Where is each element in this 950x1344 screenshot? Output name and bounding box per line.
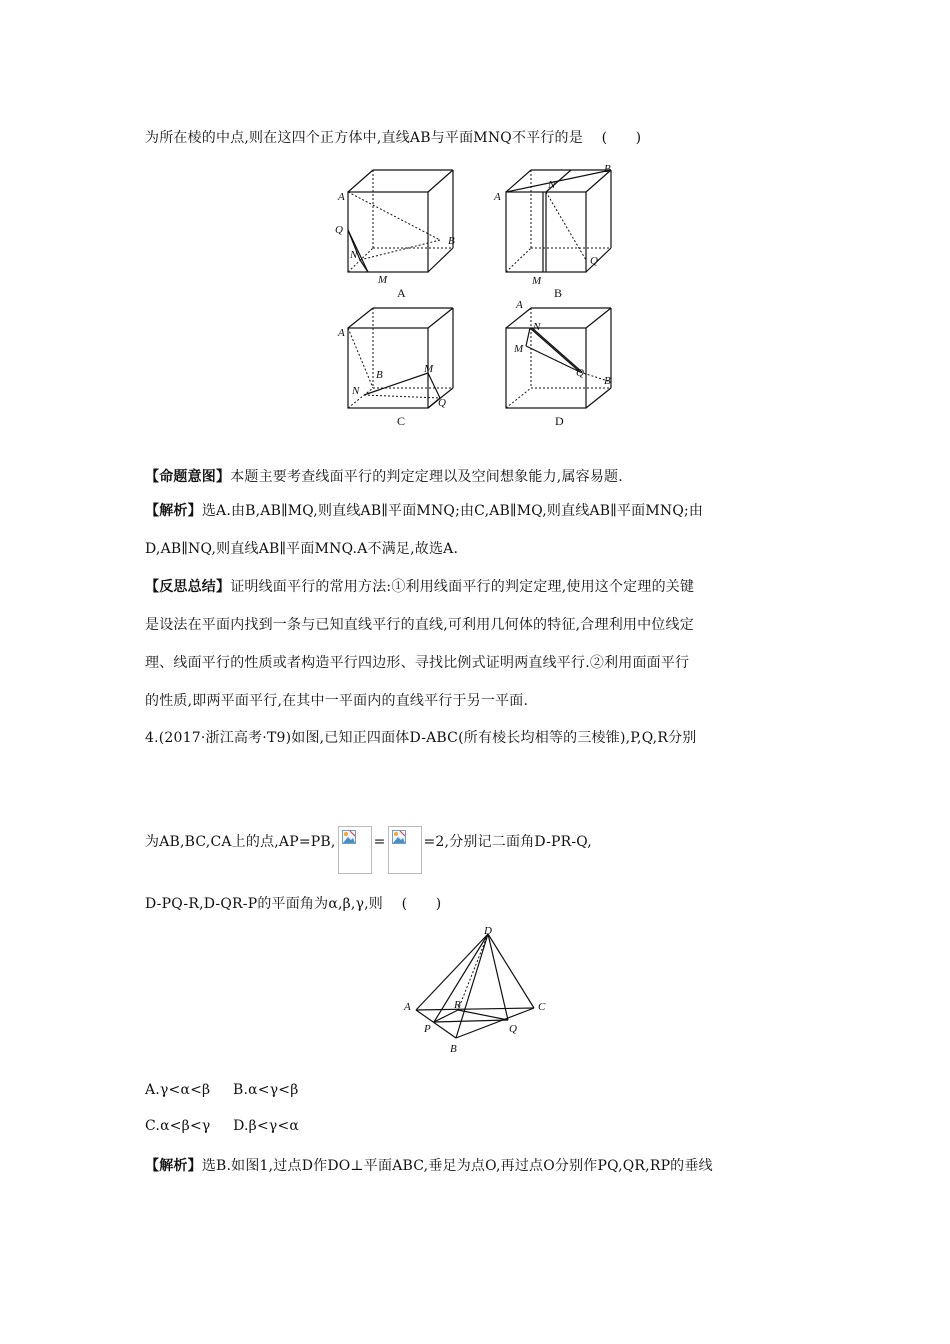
solution3-line2: D,AB∥NQ,则直线AB∥平面MNQ.A不满足,故选A.	[145, 541, 459, 557]
q4-line3-text: D-PQ-R,D-QR-P的平面角为α,β,γ,则	[145, 896, 383, 912]
label-m: M	[532, 275, 542, 285]
label-b: B	[604, 375, 611, 387]
label-m: M	[514, 343, 524, 355]
cube-figure-c	[330, 298, 470, 422]
figure-caption-a: A	[397, 286, 406, 300]
solution3-line1	[145, 500, 703, 520]
reflection-tag: 【反思总结】	[145, 579, 231, 595]
option-d: D.β<γ<α	[233, 1118, 300, 1134]
q3-stem-line	[145, 127, 641, 147]
option-c: C.α<β<γ	[145, 1118, 211, 1134]
reflection-line1	[145, 576, 694, 596]
fraction-image-2	[388, 826, 422, 874]
cube-figure-d	[490, 298, 630, 422]
solution4-tag: 【解析】	[145, 1158, 202, 1174]
tetrahedron-figure	[398, 922, 558, 1061]
label-q: Q	[576, 367, 584, 379]
figure-caption-b: B	[554, 286, 563, 300]
solution4-text: 选B.如图1,过点D作DO⊥平面ABC,垂足为点O,再过点O分别作PQ,QR,RP的垂线	[201, 1158, 713, 1174]
label-m: M	[424, 363, 434, 375]
label-q: Q	[438, 397, 446, 409]
cube-figure-b	[490, 160, 630, 289]
fraction-image-1	[338, 826, 372, 874]
solution3-text-1: 选A.由B,AB∥MQ,则直线AB∥平面MNQ;由C,AB∥MQ,则直线AB∥平面MNQ;由	[201, 503, 704, 519]
solution3-tag: 【解析】	[145, 503, 202, 519]
reflection-line3: 理、线面平行的性质或者构造平行四边形、寻找比例式证明两直线平行.②利用面面平行	[145, 655, 690, 671]
label-n: N	[533, 321, 541, 333]
q4-options-row1	[145, 1082, 299, 1098]
q3-stem-text: 为所在棱的中点,则在这四个正方体中,直线AB与平面MNQ不平行的是	[145, 130, 583, 146]
label-a: A	[494, 191, 501, 203]
label-b: B	[450, 1043, 457, 1055]
reflection-line2: 是设法在平面内找到一条与已知直线平行的直线,可利用几何体的特征,合理利用中位线定	[145, 617, 694, 633]
label-m: M	[378, 274, 388, 285]
label-b: B	[376, 369, 383, 381]
label-b: B	[448, 235, 455, 247]
figure-caption-c: C	[397, 414, 406, 428]
figure-caption-d: D	[555, 414, 564, 428]
reflection-text-1: 证明线面平行的常用方法:①利用线面平行的判定定理,使用这个定理的关键	[230, 579, 695, 595]
label-a: A	[404, 1001, 411, 1013]
broken-image-icon	[392, 830, 406, 844]
intent-tag: 【命题意图】	[145, 469, 231, 485]
fraction-equals: =	[373, 834, 386, 850]
label-c: C	[538, 1001, 546, 1013]
label-a: A	[338, 327, 345, 339]
label-b: B	[604, 163, 611, 175]
broken-image-icon	[342, 830, 356, 844]
q4-line2-text-a: 为AB,BC,CA上的点,AP=PB,	[145, 834, 336, 850]
q4-line1: 4.(2017·浙江高考·T9)如图,已知正四面体D-ABC(所有棱长均相等的三棱锥),P,Q,R分别	[145, 730, 697, 746]
q4-line3	[145, 893, 441, 913]
label-r: R	[454, 999, 461, 1011]
label-q: Q	[590, 255, 598, 267]
label-n: N	[548, 179, 556, 191]
q4-options-row2	[145, 1118, 299, 1134]
q4-line2-text-b: =2,分别记二面角D-PR-Q,	[423, 834, 592, 850]
option-b: B.α<γ<β	[233, 1082, 299, 1098]
option-a: A.γ<α<β	[145, 1082, 211, 1098]
label-a: A	[516, 299, 523, 311]
reflection-line4: 的性质,即两平面平行,在其中一平面内的直线平行于另一平面.	[145, 693, 529, 709]
label-n: N	[350, 249, 358, 261]
label-q: Q	[509, 1023, 517, 1035]
label-a: A	[338, 191, 345, 203]
q4-answer-paren: ( )	[401, 896, 442, 912]
q4-line2	[145, 826, 592, 874]
intent-line	[145, 466, 623, 486]
cube-figure-a	[330, 160, 470, 289]
label-q: Q	[335, 224, 343, 236]
intent-text: 本题主要考查线面平行的判定定理以及空间想象能力,属容易题.	[230, 469, 623, 485]
label-n: N	[352, 385, 360, 397]
label-p: P	[424, 1023, 431, 1035]
label-d: D	[484, 925, 492, 937]
solution4-line1	[145, 1155, 713, 1175]
q3-answer-paren: ( )	[601, 130, 642, 146]
